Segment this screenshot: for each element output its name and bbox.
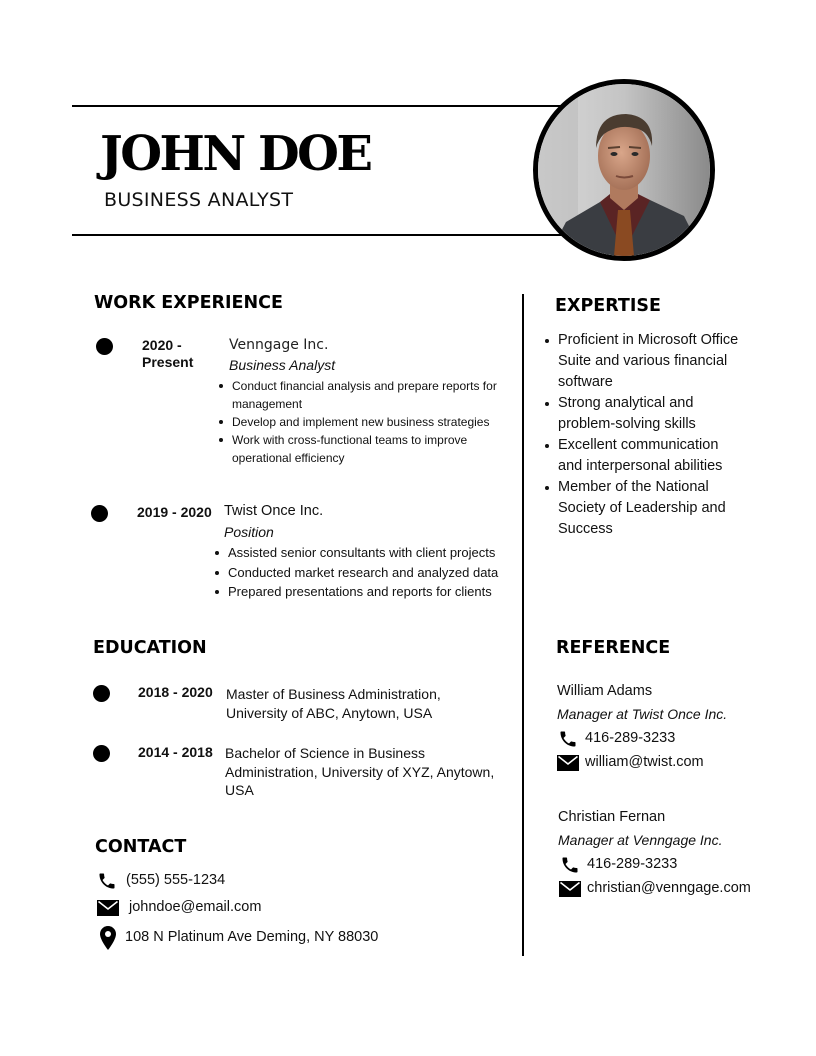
candidate-job-title: BUSINESS ANALYST [104,189,294,211]
expertise-heading: EXPERTISE [555,296,661,316]
header-bottom-rule [72,234,562,236]
reference-1-role: Manager at Twist Once Inc. [557,706,728,722]
list-item: Member of the National Society of Leadership and Success [544,477,744,540]
reference-1-email[interactable]: william@twist.com [585,754,704,770]
envelope-icon [557,755,579,771]
job-1-bullets [218,377,498,467]
job-2-bullets [214,543,514,602]
list-item: Prepared presentations and reports for clients [214,582,514,602]
timeline-dot [96,338,113,355]
timeline-dot [93,745,110,762]
job-1-company: Venngage Inc. [229,337,329,353]
list-item: Conducted market research and analyzed data [214,563,514,583]
contact-email[interactable]: johndoe@email.com [129,899,262,915]
list-item: Assisted senior consultants with client projects [214,543,514,563]
reference-heading: REFERENCE [556,638,671,658]
map-pin-icon [100,926,116,950]
job-2-dates: 2019 - 2020 [137,504,212,520]
contact-heading: CONTACT [95,837,187,857]
education-heading: EDUCATION [93,638,207,658]
profile-photo [533,79,715,261]
job-2-role: Position [224,524,274,540]
list-item: Develop and implement new business strategies [218,413,498,431]
education-2-dates: 2014 - 2018 [138,744,213,760]
timeline-dot [91,505,108,522]
education-1-degree: Master of Business Administration, University of ABC, Anytown, USA [226,686,441,721]
list-item: Proficient in Microsoft Office Suite and various financial software [544,330,744,393]
reference-2-role: Manager at Venngage Inc. [558,832,723,848]
reference-1-name: William Adams [557,683,653,699]
education-2-degree: Bachelor of Science in Business Administration, University of XYZ, Anytown, USA [225,745,495,798]
reference-2-name: Christian Fernan [558,809,666,825]
job-2-company: Twist Once Inc. [224,503,324,519]
expertise-list [544,330,744,540]
list-item: Excellent communication and interpersonal abilities [544,435,744,477]
education-1-dates: 2018 - 2020 [138,684,213,700]
contact-address: 108 N Platinum Ave Deming, NY 88030 [125,929,379,945]
column-divider [522,294,524,956]
envelope-icon [97,900,119,916]
work-experience-heading: WORK EXPERIENCE [94,293,283,313]
headshot-image [538,84,710,256]
contact-phone[interactable]: (555) 555-1234 [126,872,226,888]
timeline-dot [93,685,110,702]
candidate-name: JOHN DOE [100,126,371,182]
envelope-icon [559,881,581,897]
reference-2-email[interactable]: christian@venngage.com [587,880,751,896]
job-1-role: Business Analyst [229,357,336,373]
reference-2-phone[interactable]: 416-289-3233 [587,856,678,872]
job-1-dates: 2020 - Present [142,337,194,370]
list-item: Strong analytical and problem-solving skills [544,393,744,435]
header-top-rule [72,105,562,107]
phone-icon [97,871,117,891]
phone-icon [560,855,580,875]
reference-1-phone[interactable]: 416-289-3233 [585,730,676,746]
list-item: Work with cross-functional teams to improve operational efficiency [218,431,498,467]
phone-icon [558,729,578,749]
list-item: Conduct financial analysis and prepare reports for management [218,377,498,413]
